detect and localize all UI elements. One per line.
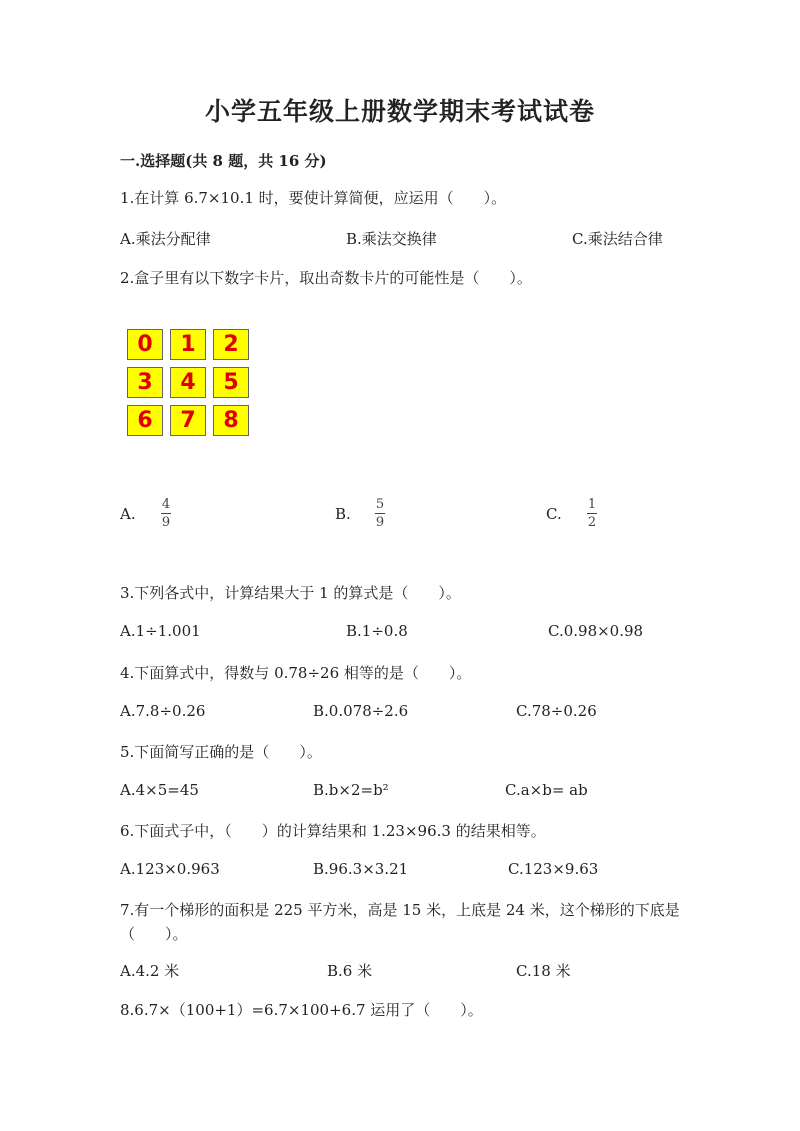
q4-option-b[interactable]: B.0.078÷2.6 <box>313 702 409 720</box>
q1-option-c[interactable]: C.乘法结合律 <box>572 230 663 248</box>
q6-option-a[interactable]: A.123×0.963 <box>120 860 220 878</box>
question-7: 7.有一个梯形的面积是 225 平方米，高是 15 米，上底是 24 米，这个梯形的下底是（ ）。 <box>120 901 680 943</box>
question-3: 3.下列各式中，计算结果大于 1 的算式是（ ）。 <box>120 584 461 602</box>
q4-option-c[interactable]: C.78÷0.26 <box>516 702 597 720</box>
number-card: 1 <box>170 329 206 360</box>
q2-option-b[interactable]: B. <box>335 505 351 523</box>
q7-option-b[interactable]: B.6 米 <box>327 962 373 980</box>
fraction-bar <box>161 513 171 514</box>
q5-option-b[interactable]: B.b×2=b² <box>313 781 389 799</box>
question-6: 6.下面式子中，（ ）的计算结果和 1.23×96.3 的结果相等。 <box>120 822 546 840</box>
number-card: 3 <box>127 367 163 398</box>
q2-option-a-fraction <box>161 497 171 530</box>
q2-option-b-fraction <box>375 497 385 530</box>
q4-option-a[interactable]: A.7.8÷0.26 <box>120 702 206 720</box>
fraction-bar <box>375 513 385 514</box>
q5-option-c[interactable]: C.a×b= ab <box>505 781 588 799</box>
q7-option-a[interactable]: A.4.2 米 <box>120 962 180 980</box>
question-2: 2.盒子里有以下数字卡片，取出奇数卡片的可能性是（ ）。 <box>120 269 532 287</box>
fraction-numerator: 4 <box>161 497 171 512</box>
question-1: 1.在计算 6.7×10.1 时，要使计算简便，应运用（ ）。 <box>120 189 507 207</box>
number-card: 7 <box>170 405 206 436</box>
section-heading: 一.选择题(共 8 题，共 16 分) <box>120 152 327 170</box>
q2-option-c[interactable]: C. <box>546 505 562 523</box>
fraction-numerator: 1 <box>587 497 597 512</box>
q1-option-b[interactable]: B.乘法交换律 <box>346 230 437 248</box>
q3-option-c[interactable]: C.0.98×0.98 <box>548 622 644 640</box>
number-card: 6 <box>127 405 163 436</box>
fraction-denominator: 9 <box>161 515 171 530</box>
q3-option-b[interactable]: B.1÷0.8 <box>346 622 408 640</box>
q2-option-c-fraction <box>587 497 597 530</box>
number-card: 5 <box>213 367 249 398</box>
q5-option-a[interactable]: A.4×5=45 <box>120 781 199 799</box>
fraction-numerator: 5 <box>375 497 385 512</box>
number-card: 2 <box>213 329 249 360</box>
q6-option-c[interactable]: C.123×9.63 <box>508 860 599 878</box>
q3-option-a[interactable]: A.1÷1.001 <box>120 622 201 640</box>
fraction-denominator: 2 <box>587 515 597 530</box>
q1-option-a[interactable]: A.乘法分配律 <box>120 230 211 248</box>
fraction-bar <box>587 513 597 514</box>
number-card: 4 <box>170 367 206 398</box>
q2-option-a[interactable]: A. <box>120 505 136 523</box>
question-4: 4.下面算式中，得数与 0.78÷26 相等的是（ ）。 <box>120 664 472 682</box>
number-card: 0 <box>127 329 163 360</box>
page-title: 小学五年级上册数学期末考试试卷 <box>204 97 595 126</box>
question-5: 5.下面简写正确的是（ ）。 <box>120 743 322 761</box>
fraction-denominator: 9 <box>375 515 385 530</box>
number-card: 8 <box>213 405 249 436</box>
question-8: 8.6.7×（100+1）=6.7×100+6.7 运用了（ ）。 <box>120 1001 483 1019</box>
q6-option-b[interactable]: B.96.3×3.21 <box>313 860 409 878</box>
q7-option-c[interactable]: C.18 米 <box>516 962 571 980</box>
